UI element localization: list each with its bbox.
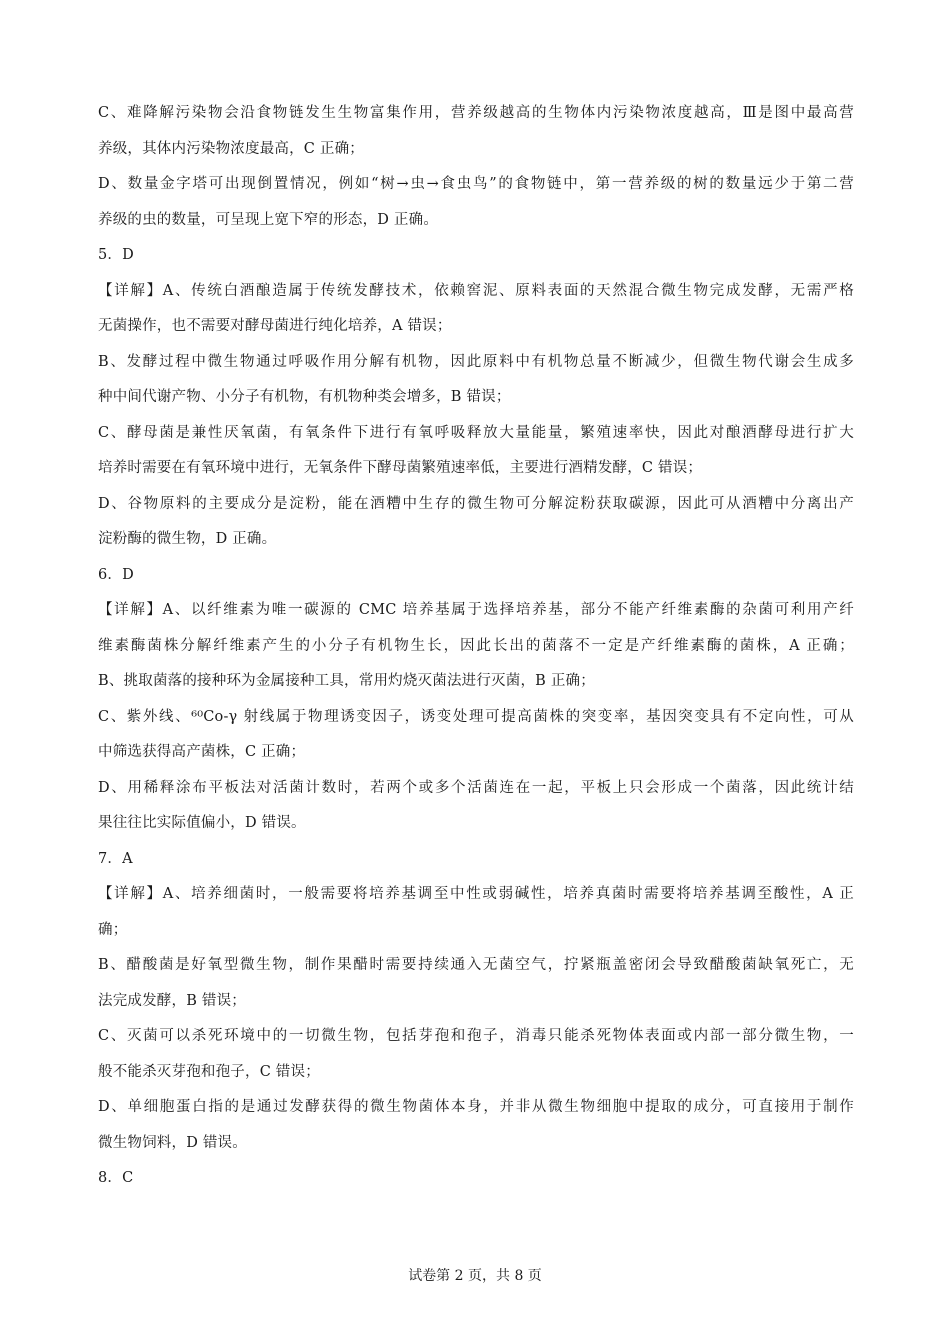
text-line-q7-b2: 法完成发酵，B 错误； xyxy=(98,992,246,1009)
text-line-q5-b2: 种中间代谢产物、小分子有机物，有机物种类会增多，B 错误； xyxy=(98,389,511,405)
text-line-q5: 5．D xyxy=(98,247,134,263)
text-line-q7-b1: B、醋酸菌是好氧型微生物，制作果醋时需要持续通入无菌空气，拧紧瓶盖密闭会导致醋酸菌缺氧死亡，无 xyxy=(98,957,854,973)
text-line-q7-d1: D、单细胞蛋白指的是通过发酵获得的微生物菌体本身，并非从微生物细胞中提取的成分，可直接用于制作 xyxy=(98,1099,854,1115)
text-line-q6: 6．D xyxy=(98,566,134,583)
text-line-q5-d2: 淀粉酶的微生物，D 正确。 xyxy=(98,531,277,547)
text-line-q6-d1: D、用稀释涂布平板法对活菌计数时，若两个或多个活菌连在一起，平板上只会形成一个菌落，因此统计结 xyxy=(98,779,854,796)
text-line-q5-c2: 培养时需要在有氧环境中进行，无氧条件下酵母菌繁殖速率低，主要进行酒精发酵，C 错误； xyxy=(98,460,703,476)
text-line-q6-a1: 【详解】A、以纤维素为唯一碳源的 CMC 培养基属于选择培养基，部分不能产纤维素酶的杂菌可利用产纤 xyxy=(98,602,854,618)
text-line-d1-1: D、数量金字塔可出现倒置情况，例如“树→虫→食虫鸟”的食物链中，第一营养级的树的数量远少于第二营 xyxy=(98,176,854,192)
text-line-q5-b1: B、发酵过程中微生物通过呼吸作用分解有机物，因此原料中有机物总量不断减少，但微生物代谢会生成多 xyxy=(98,353,854,370)
text-line-q6-a2: 维素酶菌株分解纤维素产生的小分子有机物生长，因此长出的菌落不一定是产纤维素酶的菌株，A 正确； xyxy=(98,637,854,654)
text-line-q7-c1: C、灭菌可以杀死环境中的一切微生物，包括芽孢和孢子，消毒只能杀死物体表面或内部一部分微生物，一 xyxy=(98,1028,854,1044)
text-line-q8: 8．C xyxy=(98,1170,134,1186)
text-line-q7-a1: 【详解】A、培养细菌时，一般需要将培养基调至中性或弱碱性，培养真菌时需要将培养基调至酸性，A 正 xyxy=(98,886,854,902)
text-line-q6-d2: 果往往比实际值偏小，D 错误。 xyxy=(98,815,306,831)
text-line-q7-d2: 微生物饲料，D 错误。 xyxy=(98,1134,247,1151)
text-line-q7: 7．A xyxy=(98,850,133,867)
page-footer: 试卷第 2 页，共 8 页 xyxy=(408,1268,542,1284)
text-line-d1-2: 养级的虫的数量，可呈现上宽下窄的形态，D 正确。 xyxy=(98,211,439,228)
text-line-q6-c2: 中筛选获得高产菌株，C 正确； xyxy=(98,744,306,760)
text-line-q5-d1: D、谷物原料的主要成分是淀粉，能在酒糟中生存的微生物可分解淀粉获取碳源，因此可从酒糟中分离出产 xyxy=(98,495,854,512)
text-line-c1-2: 养级，其体内污染物浓度最高，C 正确； xyxy=(98,140,365,157)
text-line-q5-c1: C、酵母菌是兼性厌氧菌，有氧条件下进行有氧呼吸释放大量能量，繁殖速率快，因此对酿酒酵母进行扩大 xyxy=(98,424,854,441)
text-line-q5-a1: 【详解】A、传统白酒酿造属于传统发酵技术，依赖窖泥、原料表面的天然混合微生物完成发酵，无需严格 xyxy=(98,282,854,299)
text-line-c1-1: C、难降解污染物会沿食物链发生生物富集作用，营养级越高的生物体内污染物浓度越高，Ⅲ是图中最高营 xyxy=(98,105,854,121)
document-body xyxy=(98,96,854,1197)
text-line-q5-a2: 无菌操作，也不需要对酵母菌进行纯化培养，A 错误； xyxy=(98,318,452,334)
text-line-q7-a2: 确； xyxy=(98,921,128,938)
text-line-q6-b1: B、挑取菌落的接种环为金属接种工具，常用灼烧灭菌法进行灭菌，B 正确； xyxy=(98,673,595,689)
text-line-q7-c2: 般不能杀灭芽孢和孢子，C 错误； xyxy=(98,1063,320,1080)
text-line-q6-c1: C、紫外线、⁶⁰Co-γ 射线属于物理诱变因子，诱变处理可提高菌株的突变率，基因突变具有不定向性，可从 xyxy=(98,708,854,725)
